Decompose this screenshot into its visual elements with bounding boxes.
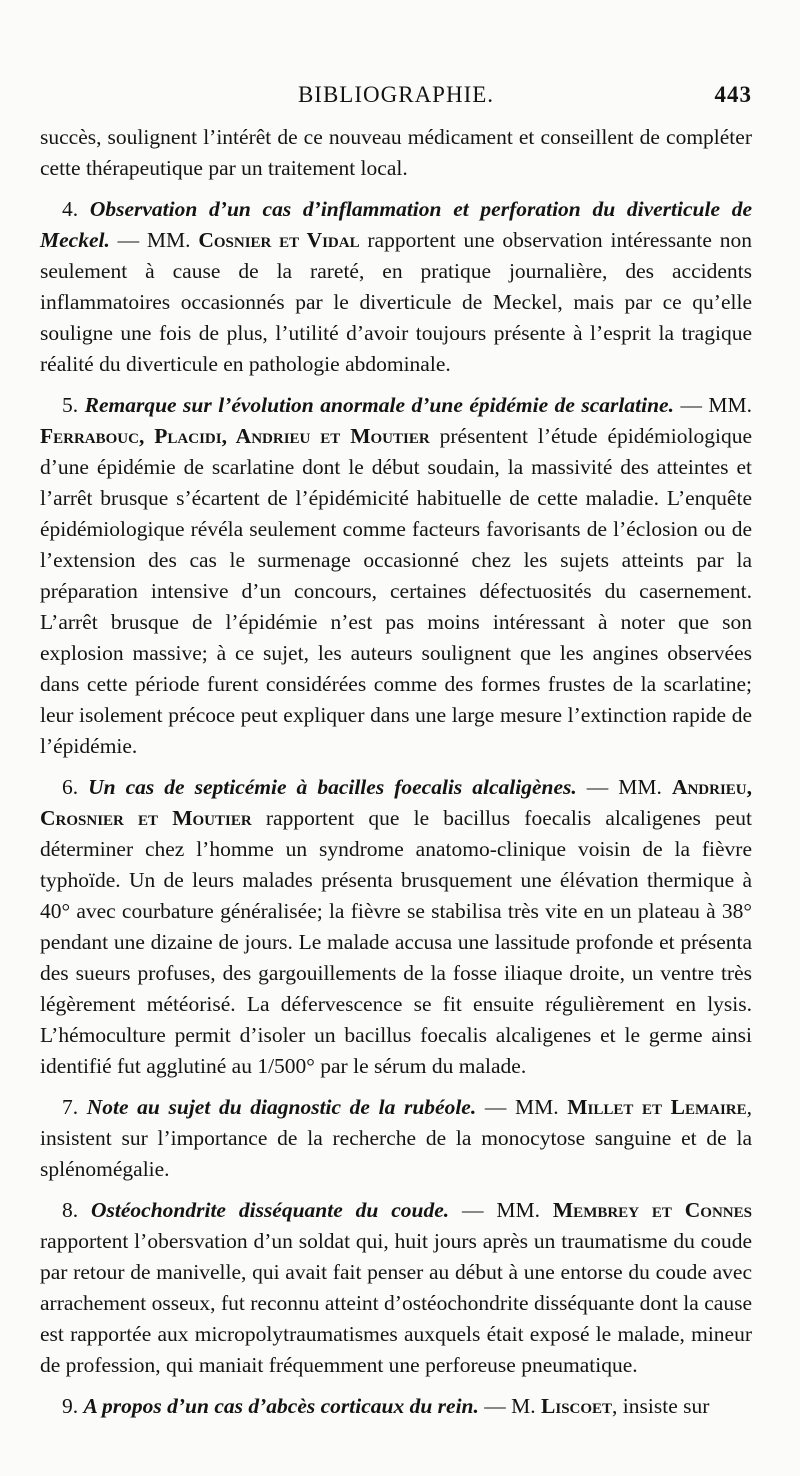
entry-7 — [40, 1092, 752, 1185]
running-head — [40, 82, 752, 122]
entry-6 — [40, 772, 752, 1082]
entry-number: 6. — [62, 775, 79, 799]
entry-number: 8. — [62, 1198, 79, 1222]
entry-dash: — MM. — [576, 775, 672, 799]
entry-title: Un cas de septicémie à bacilles foecalis alcaligènes. — [88, 775, 577, 799]
entry-number: 4. — [62, 197, 79, 221]
running-title: BIBLIOGRAPHIE. — [297, 82, 495, 107]
intro-paragraph: succès, soulignent l’intérêt de ce nouveau médicament et conseillent de compléter cette thérapeutique par un traitement local. — [40, 125, 752, 180]
page-number: 443 — [714, 82, 752, 107]
entry-text: , insistent sur l’importance de la recherche de la monocytose sanguine et de la splénomégalie. — [40, 1095, 752, 1181]
entry-text: , insiste sur — [612, 1394, 710, 1418]
entry-dash: — MM. — [476, 1095, 568, 1119]
entry-title: A propos d’un cas d’abcès corticaux du rein. — [83, 1394, 479, 1418]
entry-title: Ostéochondrite disséquante du coude. — [91, 1198, 450, 1222]
entry-authors: Membrey et Connes — [552, 1198, 752, 1222]
entry-authors: Andrieu, Crosnier et Moutier — [40, 775, 753, 830]
entry-dash: — M. — [478, 1394, 542, 1418]
entry-dash: — MM. — [449, 1198, 553, 1222]
entry-authors: Liscoet — [541, 1394, 613, 1418]
entry-4 — [40, 194, 752, 380]
entry-8 — [40, 1195, 752, 1381]
entry-9 — [40, 1391, 752, 1422]
entry-number: 9. — [62, 1394, 79, 1418]
entry-number: 5. — [62, 393, 79, 417]
entry-title: Observation d’un cas d’inflammation et perforation du diverticule de Meckel. — [40, 197, 752, 252]
entry-dash: — MM. — [109, 228, 199, 252]
entry-text: présentent l’étude épidémiologique d’une épidémie de scarlatine dont le début soudain, la massivité des atteintes et l’arrêt brusque s’écartent de l’épidémicité habituelle de cette maladie. L’enquête épidémiologique révéla seulement comme facteurs favorisants de l’éclosion ou de l’extension des cas le surmenage occasionné chez les sujets atteints par la préparation intensive d’un concours, certaines défectuosités du casernement. L’arrêt brusque de l’épidémie n’est pas moins intéressant à noter que son explosion massive; à ce sujet, les auteurs soulignent que les angines observées dans cette période furent considérées comme des formes frustes de la scarlatine; leur isolement précoce peut expliquer dans une large mesure l’extinction rapide de l’épidémie. — [40, 424, 752, 758]
entry-title: Remarque sur l’évolution anormale d’une épidémie de scarlatine. — [84, 393, 674, 417]
entry-text: rapportent une observation intéressante non seulement à cause de la rareté, en pratique journalière, des accidents inflammatoires occasionnés par le diverticule de Meckel, mais par ce qu’elle souligne une fois de plus, l’utilité d’avoir toujours présente à l’esprit la tragique réalité du diverticule en pathologie abdominale. — [40, 228, 752, 376]
entry-text: rapportent l’obersvation d’un soldat qui, huit jours après un traumatisme du coude par retour de manivelle, qui avait fait penser au début à une entorse du coude avec arrachement osseux, fut reconnu atteint d’ostéochondrite disséquante dont la cause est rapportée aux micropolytraumatismes auxquels était exposé le malade, mineur de profession, qui maniait fréquemment une perforeuse pneumatique. — [40, 1229, 752, 1377]
body-text — [40, 122, 752, 1422]
entry-dash: — MM. — [673, 393, 753, 417]
entry-5 — [40, 390, 752, 762]
entry-authors: Ferrabouc, Placidi, Andrieu et Moutier — [40, 424, 430, 448]
entry-text: rapportent que le bacillus foecalis alcaligenes peut déterminer chez l’homme un syndrome anatomo-clinique voisin de la fièvre typhoïde. Un de leurs malades présenta brusquement une élévation thermique à 40° avec courbature généralisée; la fièvre se stabilisa très vite en un plateau à 38° pendant une dizaine de jours. Le malade accusa une lassitude profonde et présenta des sueurs profuses, des gargouillements de la fosse iliaque droite, un ventre très légèrement météorisé. La défervescence se fit ensuite régulièrement en lysis. L’hémoculture permit d’isoler un bacillus foecalis alcaligenes et le germe ainsi identifié fut agglutiné au 1/500° par le sérum du malade. — [40, 806, 753, 1078]
entry-number: 7. — [62, 1095, 79, 1119]
entry-title: Note au sujet du diagnostic de la rubéole. — [86, 1095, 477, 1119]
entry-authors: Cosnier et Vidal — [198, 228, 360, 252]
entry-authors: Millet et Lemaire — [567, 1095, 747, 1119]
